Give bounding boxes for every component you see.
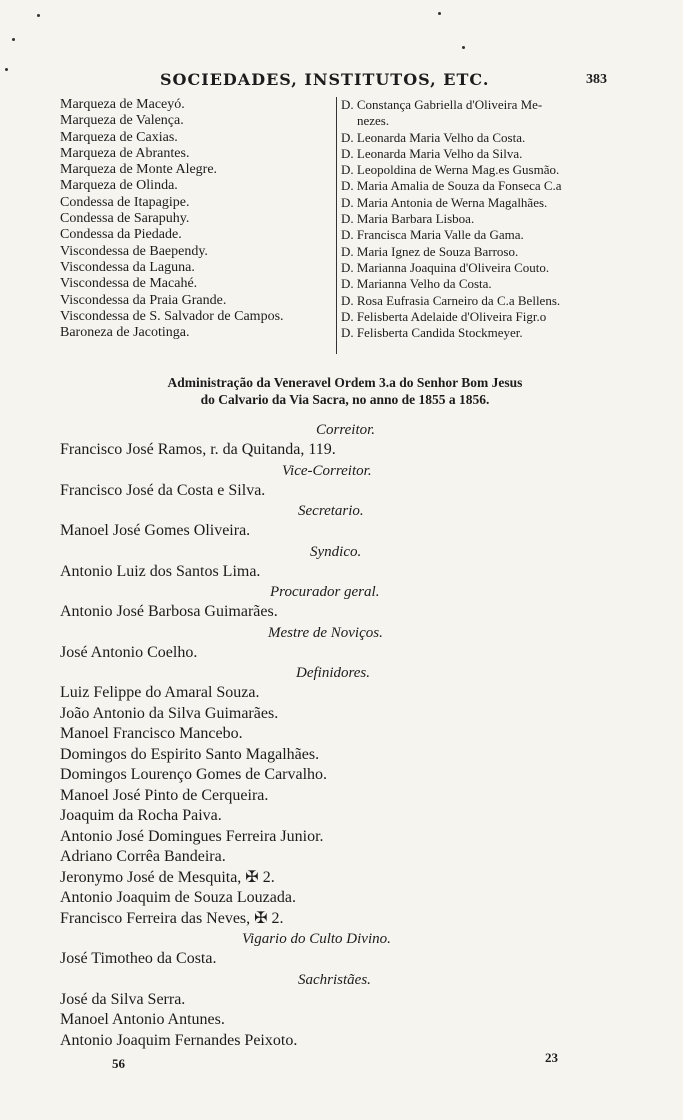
office-holder: Antonio Joaquim Fernandes Peixoto. <box>60 1031 298 1049</box>
list-item: D. Felisberta Adelaide d'Oliveira Figr.o <box>341 308 547 324</box>
list-item: Viscondessa de S. Salvador de Campos. <box>60 308 284 324</box>
office-title: Vigario do Culto Divino. <box>242 931 391 947</box>
administration-list <box>60 420 620 1051</box>
office-title: Mestre de Noviços. <box>268 624 383 641</box>
office-holder: Manoel José Pinto de Cerqueira. <box>60 786 269 804</box>
office-holder: Domingos Lourenço Gomes de Carvalho. <box>60 766 328 783</box>
office-holder: José Timotheo da Costa. <box>60 950 217 967</box>
office-holder: Adriano Corrêa Bandeira. <box>60 848 226 865</box>
list-item: Marqueza de Caxias. <box>60 129 178 145</box>
list-item: D. Leonarda Maria Velho da Costa. <box>341 129 526 145</box>
list-item: D. Maria Ignez de Souza Barroso. <box>341 243 519 259</box>
page-number: 383 <box>586 72 607 87</box>
office-holder: Antonio José Barbosa Guimarães. <box>60 603 278 620</box>
office-holder: José da Silva Serra. <box>60 990 186 1008</box>
office-holder: Antonio Luiz dos Santos Lima. <box>60 562 261 580</box>
ink-speck <box>462 46 465 49</box>
signature-mark-left: 56 <box>112 1056 125 1071</box>
right-name-column <box>341 97 631 341</box>
list-item: Viscondessa de Baependy. <box>60 243 208 259</box>
office-title: Vice-Correitor. <box>282 462 372 479</box>
office-holder: Jeronymo José de Mesquita, ✠ 2. <box>60 868 275 886</box>
list-item: Condessa de Sarapuhy. <box>60 211 190 227</box>
ink-speck <box>12 38 15 41</box>
column-divider <box>336 97 337 354</box>
list-item: Marqueza de Monte Alegre. <box>60 162 218 178</box>
list-item: D. Leonarda Maria Velho da Silva. <box>341 145 523 161</box>
office-holder: Manoel José Gomes Oliveira. <box>60 522 251 539</box>
list-item-continuation: nezes. <box>357 113 390 129</box>
list-item: Viscondessa da Laguna. <box>60 259 195 275</box>
office-holder: Domingos do Espirito Santo Magalhães. <box>60 745 320 763</box>
office-holder: Francisco José Ramos, r. da Quitanda, 119. <box>60 441 336 458</box>
list-item: D. Maria Amalia de Souza da Fonseca C.a <box>341 178 562 194</box>
office-title: Definidores. <box>296 665 371 681</box>
ink-speck <box>37 14 40 17</box>
list-item: Marqueza de Maceyó. <box>60 97 185 112</box>
office-holder: Manoel Antonio Antunes. <box>60 1011 225 1028</box>
list-item: Condessa da Piedade. <box>60 227 182 243</box>
office-title: Syndico. <box>310 543 362 560</box>
office-holder: Antonio José Domingues Ferreira Junior. <box>60 827 324 845</box>
list-item: D. Marianna Velho da Costa. <box>341 276 492 292</box>
office-title: Procurador geral. <box>270 584 380 600</box>
list-item: Marqueza de Abrantes. <box>60 145 190 161</box>
section-heading <box>70 374 620 408</box>
office-holder: Luiz Felippe do Amaral Souza. <box>60 684 260 701</box>
list-item: D. Marianna Joaquina d'Oliveira Couto. <box>341 259 550 275</box>
office-title: Sachristães. <box>298 971 371 988</box>
office-holder: José Antonio Coelho. <box>60 643 198 661</box>
list-item: D. Rosa Eufrasia Carneiro da C.a Bellens. <box>341 292 561 308</box>
section-heading-line: do Calvario da Via Sacra, no anno de 1855 a 1856. <box>200 392 490 407</box>
list-item: Viscondessa da Praia Grande. <box>60 292 227 308</box>
office-title: Secretario. <box>298 503 364 519</box>
list-item: D. Maria Barbara Lisboa. <box>341 211 475 227</box>
office-title: Correitor. <box>316 422 376 438</box>
running-head: SOCIEDADES, INSTITUTOS, ETC. <box>160 70 490 89</box>
list-item: Marqueza de Olinda. <box>60 178 178 194</box>
list-item: D. Constança Gabriella d'Oliveira Me- <box>341 97 543 112</box>
left-name-column <box>60 97 335 341</box>
list-item: D. Maria Antonia de Werna Magalhães. <box>341 194 548 210</box>
list-item: Marqueza de Valença. <box>60 113 184 129</box>
ink-speck <box>438 12 441 15</box>
list-item: Baroneza de Jacotinga. <box>60 325 190 341</box>
section-heading-line: Administração da Veneravel Ordem 3.a do Senhor Bom Jesus <box>167 375 523 390</box>
office-holder: Manoel Francisco Mancebo. <box>60 725 243 742</box>
office-holder: Antonio Joaquim de Souza Louzada. <box>60 889 296 906</box>
signature-mark-right: 23 <box>545 1050 558 1065</box>
office-holder: Joaquim da Rocha Paiva. <box>60 807 222 824</box>
office-holder: Francisco José da Costa e Silva. <box>60 481 266 499</box>
list-item: Condessa de Itapagipe. <box>60 194 190 210</box>
list-item: D. Francisca Maria Valle da Gama. <box>341 227 524 243</box>
office-holder: Francisco Ferreira das Neves, ✠ 2. <box>60 909 284 927</box>
office-holder: João Antonio da Silva Guimarães. <box>60 704 279 722</box>
list-item: Viscondessa de Macahé. <box>60 276 198 292</box>
list-item: D. Felisberta Candida Stockmeyer. <box>341 325 523 341</box>
ink-speck <box>5 68 8 71</box>
list-item: D. Leopoldina de Werna Mag.es Gusmão. <box>341 162 560 178</box>
